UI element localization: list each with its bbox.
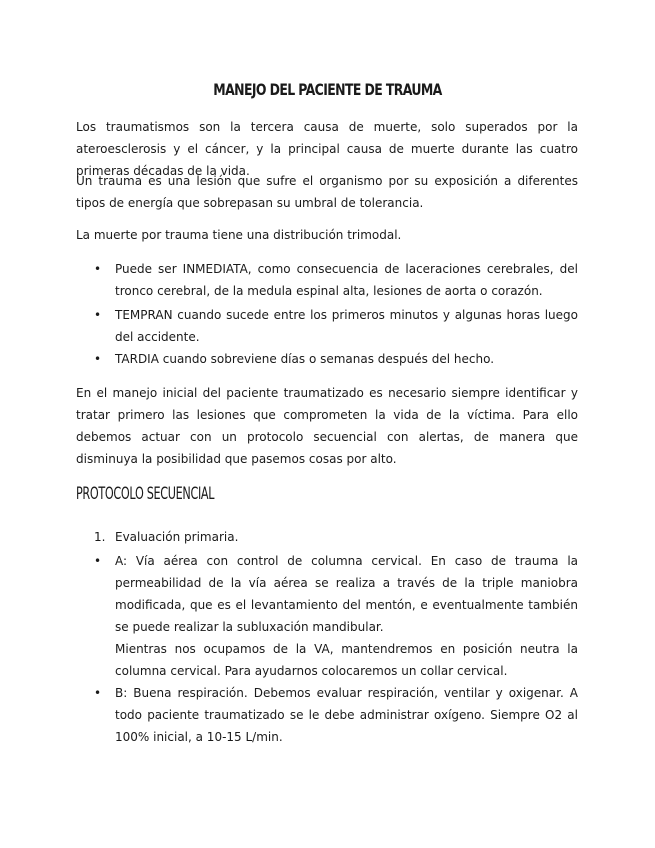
paragraph-manejo: En el manejo inicial del paciente traumatizado es necesario siempre identificar y tratar primero las lesiones que comprometen la vida de la víctima. Para ello debemos actuar con un protocolo secuencial con alertas, de manera que disminuya la posibilidad que pasemos cosas por alto. (76, 386, 578, 466)
bullet-marker: • (94, 554, 102, 568)
list-item-temprana: TEMPRAN cuando sucede entre los primeros minutos y algunas horas luego del accidente. (115, 308, 578, 344)
paragraph-definition: Un trauma es una lesión que sufre el organismo por su exposición a diferentes tipos de energía que sobrepasan su umbral de tolerancia. (76, 174, 578, 210)
section-heading: PROTOCOLO SECUENCIAL (76, 484, 215, 504)
bullet-marker: • (94, 262, 102, 276)
bullet-marker: • (94, 308, 102, 322)
paragraph-intro: Los traumatismos son la tercera causa de muerte, solo superados por la ateroesclerosis y el cáncer, y la principal causa de muerte durante las cuatro primeras décadas de la vida. (76, 120, 578, 178)
list-item-tardia: TARDIA cuando sobreviene días o semanas después del hecho. (115, 352, 495, 366)
numbered-marker: 1. (94, 530, 106, 544)
numbered-item-evaluacion: Evaluación primaria. (115, 530, 239, 544)
list-item-inmediata: Puede ser INMEDIATA, como consecuencia de laceraciones cerebrales, del tronco cerebral, de la medula espinal alta, lesiones de aorta o corazón. (115, 262, 578, 298)
paragraph-trimodal: La muerte por trauma tiene una distribución trimodal. (76, 228, 402, 242)
bullet-marker: • (94, 686, 102, 700)
bullet-marker: • (94, 352, 102, 366)
list-item-a: A: Vía aérea con control de columna cervical. En caso de trauma la permeabilidad de la vía aérea se realiza a través de la triple maniobra modificada, que es el levantamiento del mentón, e eventualmente también se puede realizar la subluxación mandibular. (115, 554, 578, 634)
list-item-a-note: Mientras nos ocupamos de la VA, mantendremos en posición neutra la columna cervical. Para ayudarnos colocaremos un collar cervical. (115, 642, 578, 678)
page-title: MANEJO DEL PACIENTE DE TRAUMA (213, 80, 442, 99)
list-item-b: B: Buena respiración. Debemos evaluar respiración, ventilar y oxigenar. A todo paciente traumatizado se le debe administrar oxígeno. Siempre O2 al 100% inicial, a 10-15 L/min. (115, 686, 578, 744)
